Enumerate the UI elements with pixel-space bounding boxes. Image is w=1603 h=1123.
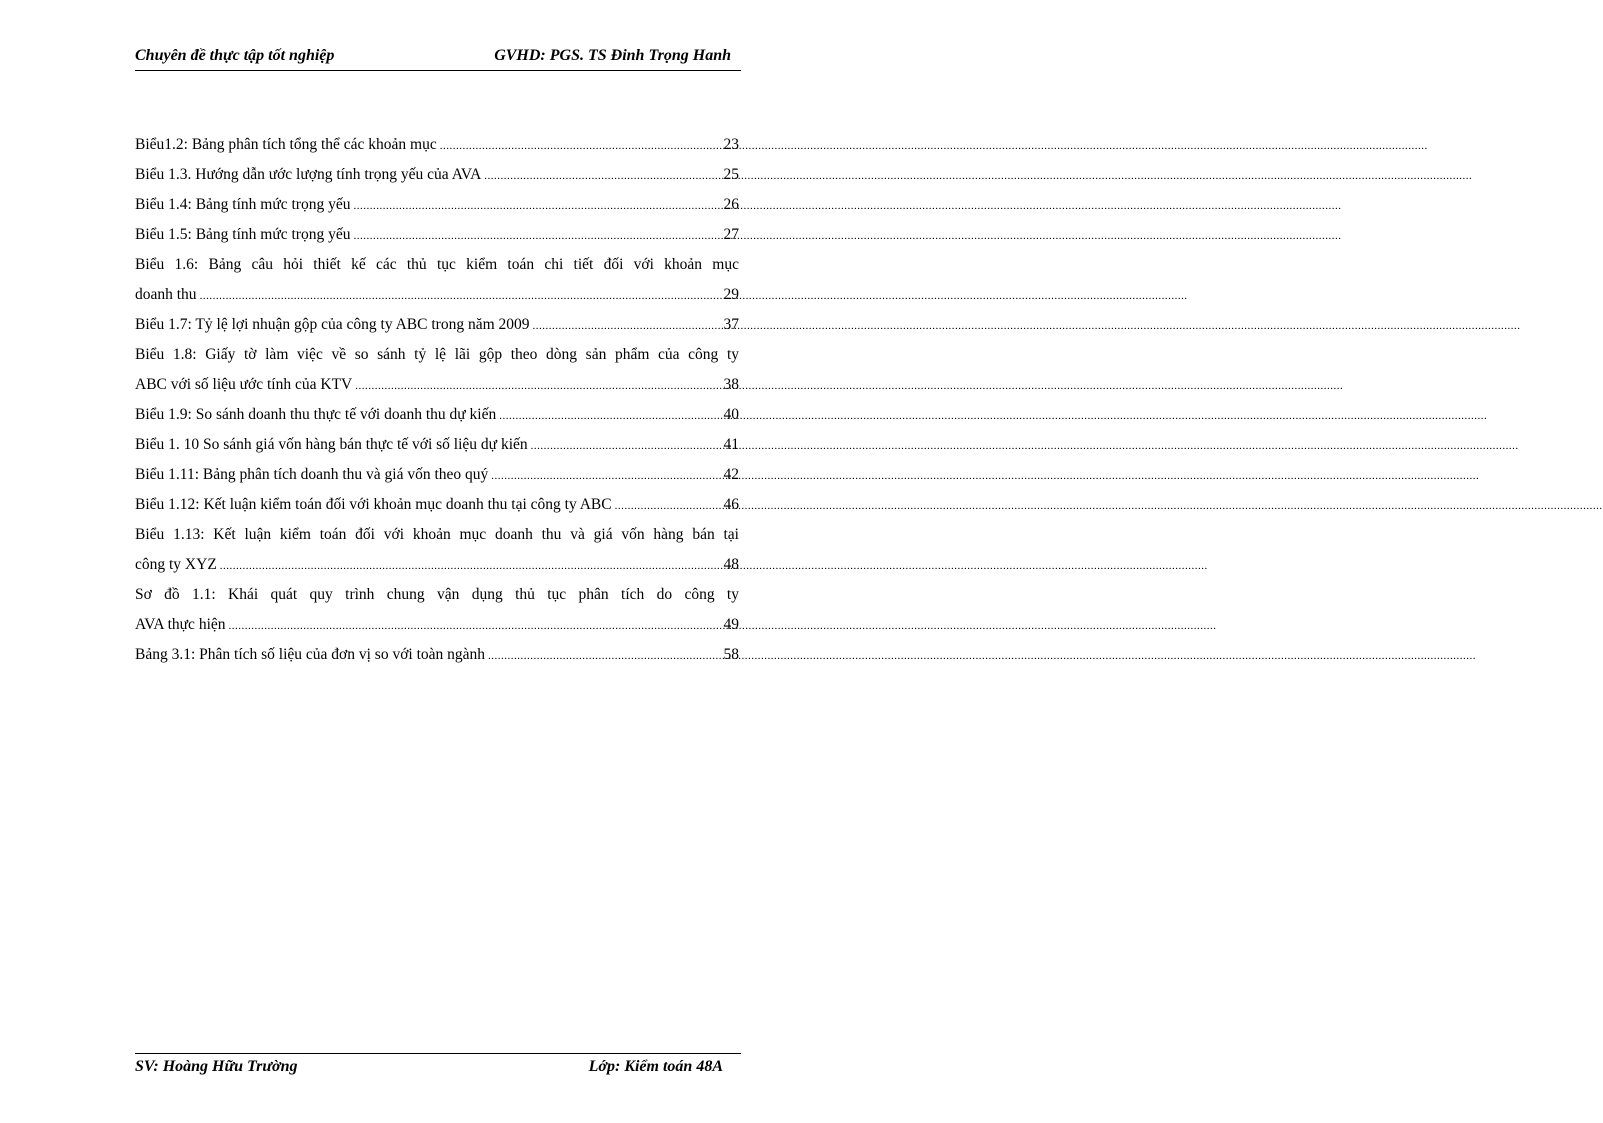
toc-entry-page: 42 <box>723 466 739 483</box>
toc-entry-title-line1: Sơ đồ 1.1: Khái quát quy trình chung vận dụng thủ tục phân tích do công ty <box>135 586 739 603</box>
toc-entry-title: doanh thu <box>135 286 197 303</box>
toc-entry[interactable] <box>135 130 739 160</box>
toc-entry[interactable] <box>135 460 739 490</box>
footer-student-name: SV: Hoàng Hữu Trường <box>135 1058 298 1075</box>
toc-entry-title: Biểu 1.3. Hướng dẫn ước lượng tính trọng yếu của AVA <box>135 166 482 183</box>
toc-entry-title-line1: Biểu 1.6: Bảng câu hỏi thiết kế các thủ tục kiểm toán chi tiết đối với khoản mục <box>135 256 739 273</box>
toc-entry-title: Biểu1.2: Bảng phân tích tổng thể các khoản mục <box>135 136 437 153</box>
toc-leader-dots <box>499 401 712 431</box>
toc-entry-title: Biểu 1.9: So sánh doanh thu thực tế với doanh thu dự kiến <box>135 406 497 423</box>
toc-entry-page: 27 <box>723 226 739 243</box>
toc-entry-page: 41 <box>723 436 739 453</box>
toc-entry-title: AVA thực hiện <box>135 616 226 633</box>
toc-leader-dots <box>355 371 712 401</box>
toc-entry[interactable] <box>135 400 739 430</box>
toc-entry-page: 58 <box>723 646 739 663</box>
toc-entry[interactable] <box>135 160 739 190</box>
toc-entry[interactable] <box>135 430 739 460</box>
toc-leader-dots <box>615 491 712 521</box>
toc-leader-dots <box>484 161 712 191</box>
header-thesis-title: Chuyên đề thực tập tốt nghiệp <box>135 47 335 64</box>
toc-entry-title: Biểu 1.12: Kết luận kiểm toán đối với khoản mục doanh thu tại công ty ABC <box>135 496 612 513</box>
toc-entry-title: Biểu 1.7: Tỷ lệ lợi nhuận gộp của công ty ABC trong năm 2009 <box>135 316 530 333</box>
toc-leader-dots <box>488 641 712 671</box>
toc-entry-page: 40 <box>723 406 739 423</box>
page-header <box>135 44 741 71</box>
toc-entry[interactable] <box>135 490 739 520</box>
toc-entry[interactable] <box>135 580 739 640</box>
toc-entry-title: Biểu 1. 10 So sánh giá vốn hàng bán thực tế với số liệu dự kiến <box>135 436 528 453</box>
toc-entry-page: 37 <box>723 316 739 333</box>
toc-entry[interactable] <box>135 310 739 340</box>
toc-entry[interactable] <box>135 340 739 400</box>
toc-entry-title: Biểu 1.5: Bảng tính mức trọng yếu <box>135 226 351 243</box>
toc-entry-page: 23 <box>723 136 739 153</box>
toc-entry-page: 49 <box>723 616 739 633</box>
toc-leader-dots <box>531 431 712 461</box>
toc-entry-title: Biểu 1.4: Bảng tính mức trọng yếu <box>135 196 351 213</box>
toc-entry[interactable] <box>135 250 739 310</box>
table-of-figures <box>135 130 739 670</box>
toc-leader-dots <box>220 551 712 581</box>
footer-class: Lớp: Kiểm toán 48A <box>588 1058 723 1075</box>
toc-entry-page: 26 <box>723 196 739 213</box>
toc-entry[interactable] <box>135 220 739 250</box>
toc-entry-title-line1: Biểu 1.8: Giấy tờ làm việc về so sánh tỷ lệ lãi gộp theo dòng sản phẩm của công ty <box>135 346 739 363</box>
toc-leader-dots <box>533 311 712 341</box>
toc-entry[interactable] <box>135 190 739 220</box>
toc-entry-page: 25 <box>723 166 739 183</box>
toc-entry-page: 29 <box>723 286 739 303</box>
toc-entry[interactable] <box>135 640 739 670</box>
toc-leader-dots <box>229 611 712 641</box>
toc-entry-title: ABC với số liệu ước tính của KTV <box>135 376 353 393</box>
toc-entry-title: Biểu 1.11: Bảng phân tích doanh thu và giá vốn theo quý <box>135 466 489 483</box>
toc-entry[interactable] <box>135 520 739 580</box>
toc-entry-page: 48 <box>723 556 739 573</box>
toc-leader-dots <box>353 191 712 221</box>
toc-entry-page: 46 <box>723 496 739 513</box>
toc-leader-dots <box>353 221 712 251</box>
toc-leader-dots <box>200 281 712 311</box>
toc-leader-dots <box>491 461 712 491</box>
toc-leader-dots <box>440 131 712 161</box>
toc-entry-title: Bảng 3.1: Phân tích số liệu của đơn vị so với toàn ngành <box>135 646 486 663</box>
toc-entry-title-line1: Biểu 1.13: Kết luận kiểm toán đối với khoản mục doanh thu và giá vốn hàng bán tại <box>135 526 739 543</box>
page-footer <box>135 1053 741 1082</box>
header-supervisor: GVHD: PGS. TS Đinh Trọng Hanh <box>494 47 731 64</box>
toc-entry-title: công ty XYZ <box>135 556 217 573</box>
toc-entry-page: 38 <box>723 376 739 393</box>
